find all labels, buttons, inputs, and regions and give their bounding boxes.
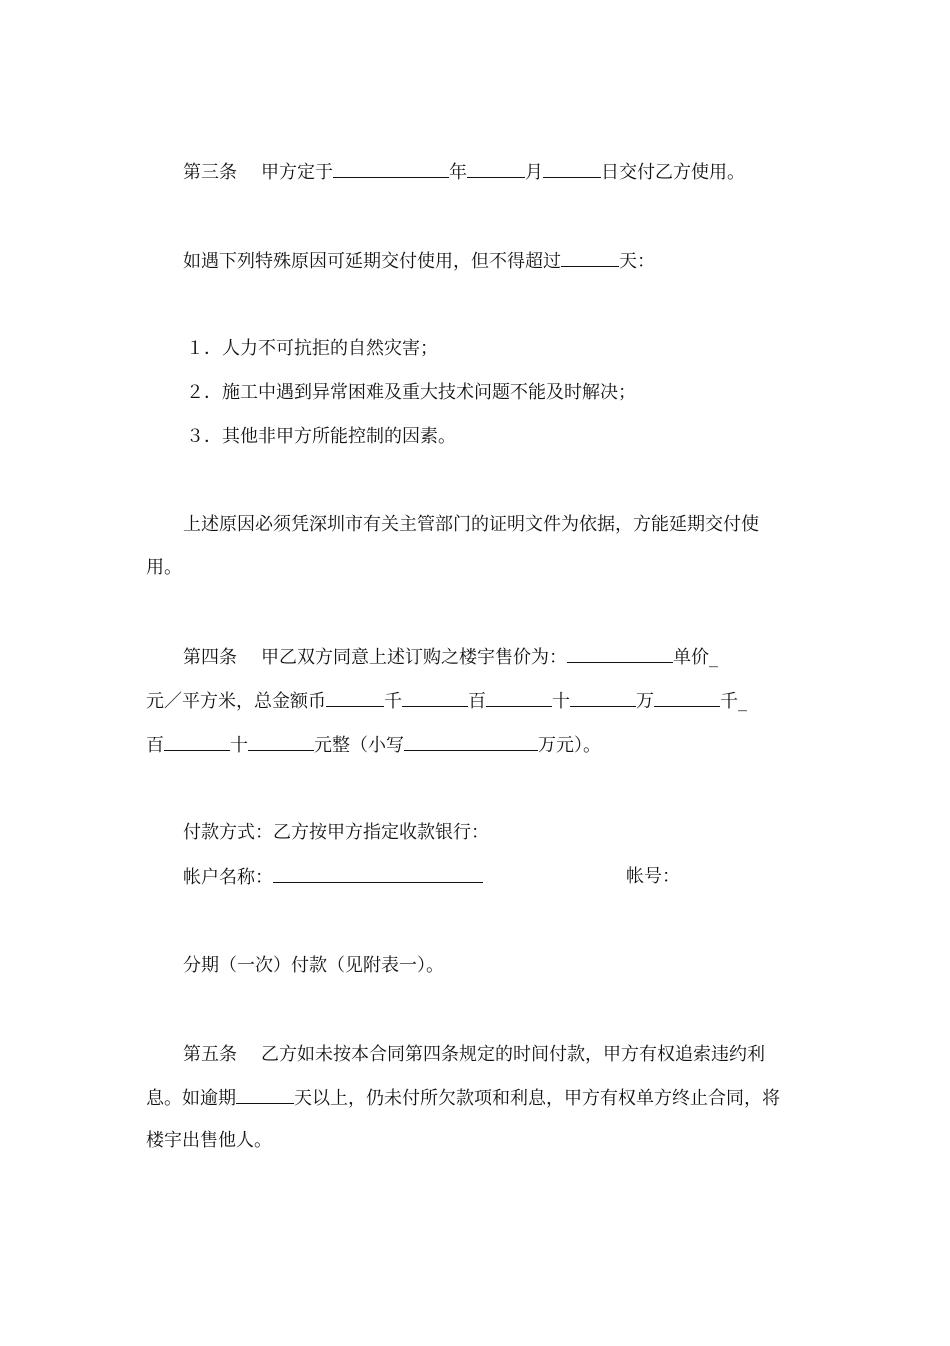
year-blank[interactable] <box>333 159 449 178</box>
amount-blank[interactable] <box>570 688 636 707</box>
price-blank[interactable] <box>567 644 673 663</box>
amount-blank[interactable] <box>164 732 230 751</box>
list-item: ３．其他非甲方所能控制的因素。 <box>186 426 456 447</box>
overdue-days-blank[interactable] <box>236 1085 294 1104</box>
amount-blank[interactable] <box>402 688 468 707</box>
account-number-label: 帐号： <box>626 866 680 887</box>
list-item: ２．施工中遇到异常困难及重大技术问题不能及时解决； <box>186 382 636 403</box>
day-blank[interactable] <box>543 159 601 178</box>
article4-line1: 第四条 甲乙双方同意上述订购之楼宇售价为： 单价_ <box>183 644 718 670</box>
article3-note-line2: 用。 <box>146 557 182 578</box>
payment-method: 付款方式：乙方按甲方指定收款银行： <box>183 822 489 843</box>
amount-blank[interactable] <box>248 732 314 751</box>
amount-blank[interactable] <box>326 688 384 707</box>
account-name-blank[interactable] <box>273 864 483 883</box>
article4-heading: 第四条 <box>183 647 237 668</box>
amount-blank[interactable] <box>654 688 720 707</box>
article5-line1: 第五条 乙方如未按本合同第四条规定的时间付款，甲方有权追索违约利 <box>183 1044 765 1065</box>
delay-days-blank[interactable] <box>561 248 619 267</box>
amount-blank[interactable] <box>486 688 552 707</box>
article5-line3: 楼宇出售他人。 <box>146 1130 272 1151</box>
article3-note-line1: 上述原因必须凭深圳市有关主管部门的证明文件为依据，方能延期交付使 <box>183 514 759 535</box>
article4-line2: 元／平方米，总金额币 千 百 十 万 千_ <box>146 688 747 714</box>
amount-figures-blank[interactable] <box>404 732 538 751</box>
article5-heading: 第五条 <box>183 1044 237 1065</box>
list-item: １．人力不可抗拒的自然灾害； <box>186 338 438 359</box>
article3-heading: 第三条 <box>183 162 237 183</box>
article5-line2: 息。如逾期 天以上，仍未付所欠款项和利息，甲方有权单方终止合同，将 <box>146 1085 780 1111</box>
account-name-line: 帐户名称： <box>183 864 483 890</box>
installment-line: 分期（一次）付款（见附表一）。 <box>183 955 444 976</box>
article4-line3: 百 十 元整（小写 万元）。 <box>146 732 601 758</box>
article3-line1: 第三条 甲方定于 年 月 日交付乙方使用。 <box>183 159 745 185</box>
month-blank[interactable] <box>467 159 525 178</box>
article3-delay-line: 如遇下列特殊原因可延期交付使用，但不得超过 天： <box>183 248 655 274</box>
